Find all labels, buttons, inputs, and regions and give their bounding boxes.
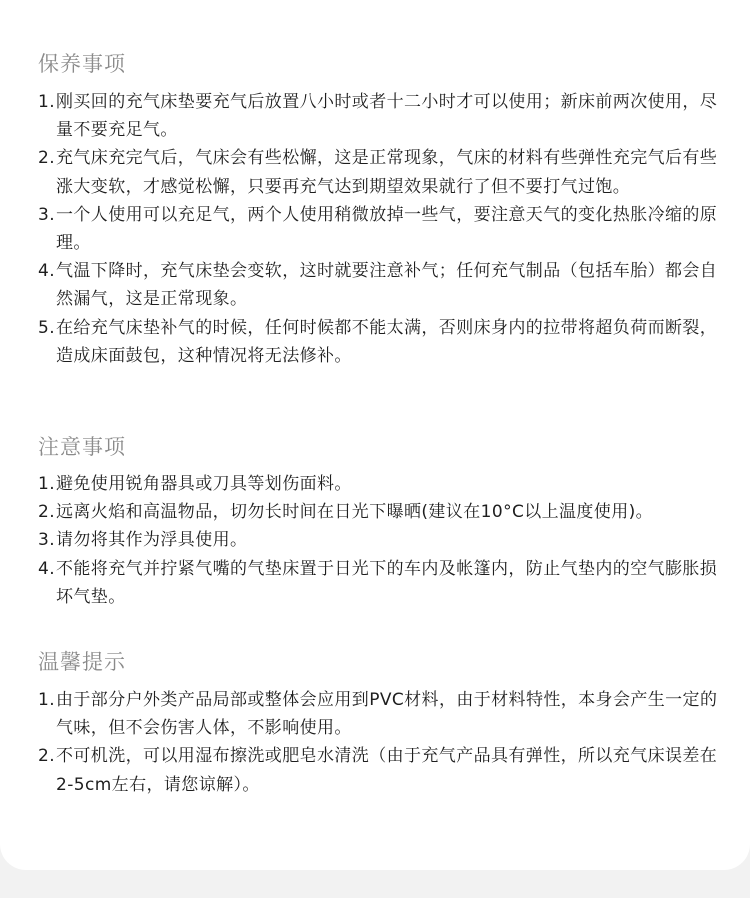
list-item [38,257,718,313]
list-item [38,470,718,498]
list-item [38,686,718,742]
item-number: 1. [38,474,56,494]
section-title: 注意事项 [38,435,126,459]
section-title: 温馨提示 [38,650,126,674]
item-text: 远离火焰和高温物品，切勿长时间在日光下曝晒(建议在10°C以上温度使用)。 [56,502,654,523]
item-text: 刚买回的充气床垫要充气后放置八小时或者十二小时才可以使用；新床前两次使用，尽量不要充足气。 [56,92,718,141]
item-text: 气温下降时，充气床垫会变软，这时就要注意补气；任何充气制品（包括车胎）都会自然漏气，这是正常现象。 [56,261,718,310]
item-text: 由于部分户外类产品局部或整体会应用到PVC材料，由于材料特性，本身会产生一定的气味，但不会伤害人体，不影响使用。 [56,690,718,739]
tips-list [38,686,718,799]
list-item [38,201,718,257]
list-item [38,314,718,370]
item-text: 一个人使用可以充足气，两个人使用稍微放掉一些气，要注意天气的变化热胀冷缩的原理。 [56,204,718,254]
item-number: 4. [38,261,56,282]
maintenance-list [38,88,718,370]
list-item [38,88,718,144]
item-text: 充气床充完气后，气床会有些松懈，这是正常现象，气床的材料有些弹性充完气后有些涨大变软，才感觉松懈，只要再充气达到期望效果就行了但不要打气过饱。 [56,148,718,197]
item-number: 1. [38,690,56,710]
item-number: 3. [38,204,56,225]
item-number: 2. [38,746,56,767]
section-title: 保养事项 [38,52,126,76]
list-item [38,498,718,526]
list-item [38,526,718,554]
precautions-list [38,470,718,611]
item-number: 2. [38,148,56,169]
list-item [38,144,718,200]
item-text: 避免使用锐角器具或刀具等划伤面料。 [56,474,352,494]
list-item [38,742,718,798]
list-item [38,555,718,611]
item-number: 5. [38,317,56,338]
item-text: 在给充气床垫补气的时候，任何时候都不能太满，否则床身内的拉带将超负荷而断裂，造成床面鼓包，这种情况将无法修补。 [56,317,718,366]
item-number: 2. [38,502,56,523]
item-number: 3. [38,530,56,551]
item-text: 请勿将其作为浮具使用。 [56,530,248,551]
item-number: 1. [38,92,56,112]
item-text: 不可机洗，可以用湿布擦洗或肥皂水清洗（由于充气产品具有弹性，所以充气床误差在2-5cm左右，请您谅解）。 [56,746,718,795]
item-text: 不能将充气并拧紧气嘴的气垫床置于日光下的车内及帐篷内，防止气垫内的空气膨胀损坏气垫。 [56,558,718,607]
item-number: 4. [38,558,56,579]
